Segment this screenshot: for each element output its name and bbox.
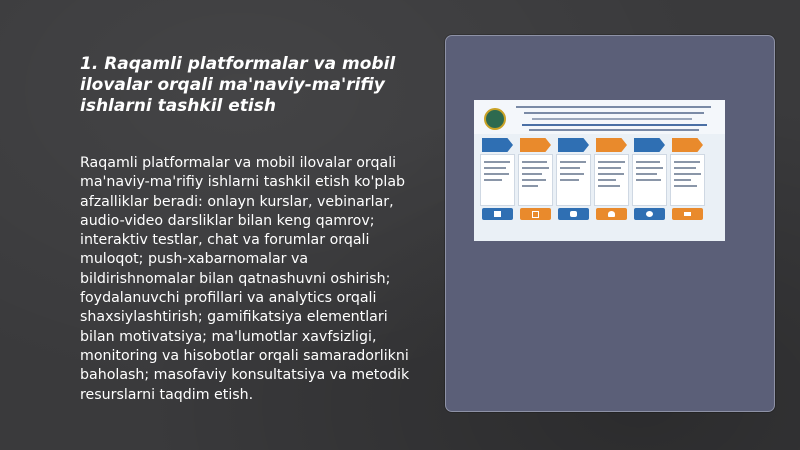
user-icon bbox=[634, 208, 665, 220]
chat-icon bbox=[558, 208, 589, 220]
slide-body-text: Raqamli platformalar va mobil ilovalar orqali ma'naviy-ma'rifiy ishlarni tashkil etish ko'plab afzalliklar beradi: onlayn kurslar, vebinarlar, audio-video darsliklar bilan keng qamrov; interaktiv testlar, chat va forumlar orqali muloqot; push-xabarnomalar va bildirishnomalar bilan qatnashuvni oshirish; foydalanuvchi profillari va analytics orqali shaxsiylashtirish; gamifikatsiya elementlari bilan motivatsiya; ma'lumotlar xavfsizligi, monitoring va hisobotlar orqali samaradorlikni baholash; masofaviy konsultatsiya va metodik resurslarni taqdim etish. bbox=[80, 155, 410, 403]
step-arrow-4 bbox=[596, 138, 627, 152]
step-arrow-6 bbox=[672, 138, 703, 152]
slide-title: 1. Raqamli platformalar va mobil ilovalar orqali ma'naviy-ma'rifiy ishlarni tashkil etish bbox=[80, 54, 396, 116]
step-arrow-5 bbox=[634, 138, 665, 152]
emblem-logo bbox=[484, 108, 506, 130]
step-column-2 bbox=[518, 154, 553, 206]
step-arrow-3 bbox=[558, 138, 589, 152]
step-arrow-2 bbox=[520, 138, 551, 152]
checkbox-icon bbox=[520, 208, 551, 220]
chart-icon bbox=[672, 208, 703, 220]
step-column-3 bbox=[556, 154, 591, 206]
laptop-icon bbox=[482, 208, 513, 220]
step-arrow-1 bbox=[482, 138, 513, 152]
step-column-5 bbox=[632, 154, 667, 206]
infographic-header bbox=[474, 100, 725, 134]
step-column-4 bbox=[594, 154, 629, 206]
bell-icon bbox=[596, 208, 627, 220]
infographic-image bbox=[474, 100, 725, 241]
step-column-6 bbox=[670, 154, 705, 206]
step-column-1 bbox=[480, 154, 515, 206]
